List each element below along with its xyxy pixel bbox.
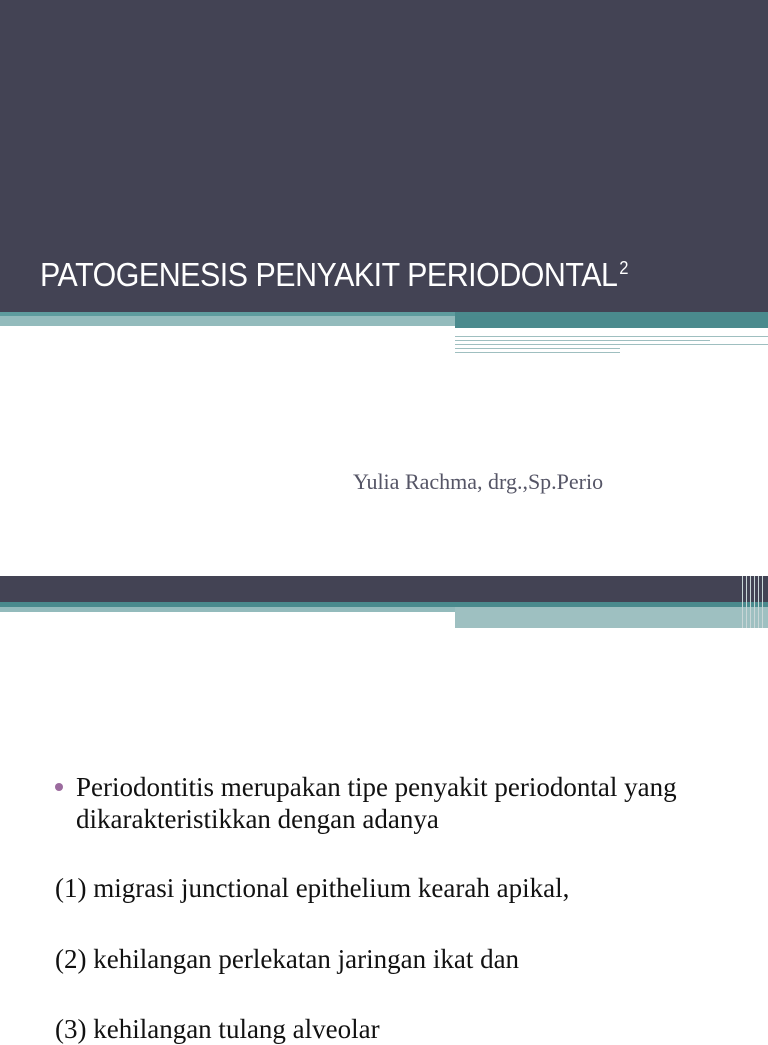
- accent-line: [455, 344, 768, 345]
- accent-stripe-right: [455, 607, 768, 628]
- accent-stripe-left: [0, 316, 455, 326]
- accent-line: [455, 352, 620, 353]
- decorative-ticks: [742, 576, 766, 628]
- slide-title-text: PATOGENESIS PENYAKIT PERIODONTAL: [40, 256, 618, 293]
- slide-title-superscript: 2: [619, 258, 629, 278]
- list-item: (1) migrasi junctional epithelium kearah apikal,: [55, 873, 570, 903]
- accent-line: [455, 348, 620, 349]
- list-item: (3) kehilangan tulang alveolar: [55, 1014, 380, 1044]
- accent-line: [455, 332, 768, 334]
- bullet-dot-icon: [55, 783, 63, 791]
- list-item: (2) kehilangan perlekatan jaringan ikat dan: [55, 944, 520, 974]
- accent-line: [455, 340, 710, 341]
- slide-title: [40, 256, 628, 294]
- bullet-text: Periodontitis merupakan tipe penyakit periodontal yang dikarakteristikkan dengan adanya: [76, 772, 677, 834]
- accent-stripe-right: [455, 312, 768, 328]
- content-slide: [0, 576, 768, 1044]
- accent-line: [455, 336, 768, 337]
- author-name: Yulia Rachma, drg.,Sp.Perio: [353, 469, 604, 494]
- slide-header-band: [0, 576, 768, 602]
- accent-stripe-left: [0, 607, 455, 612]
